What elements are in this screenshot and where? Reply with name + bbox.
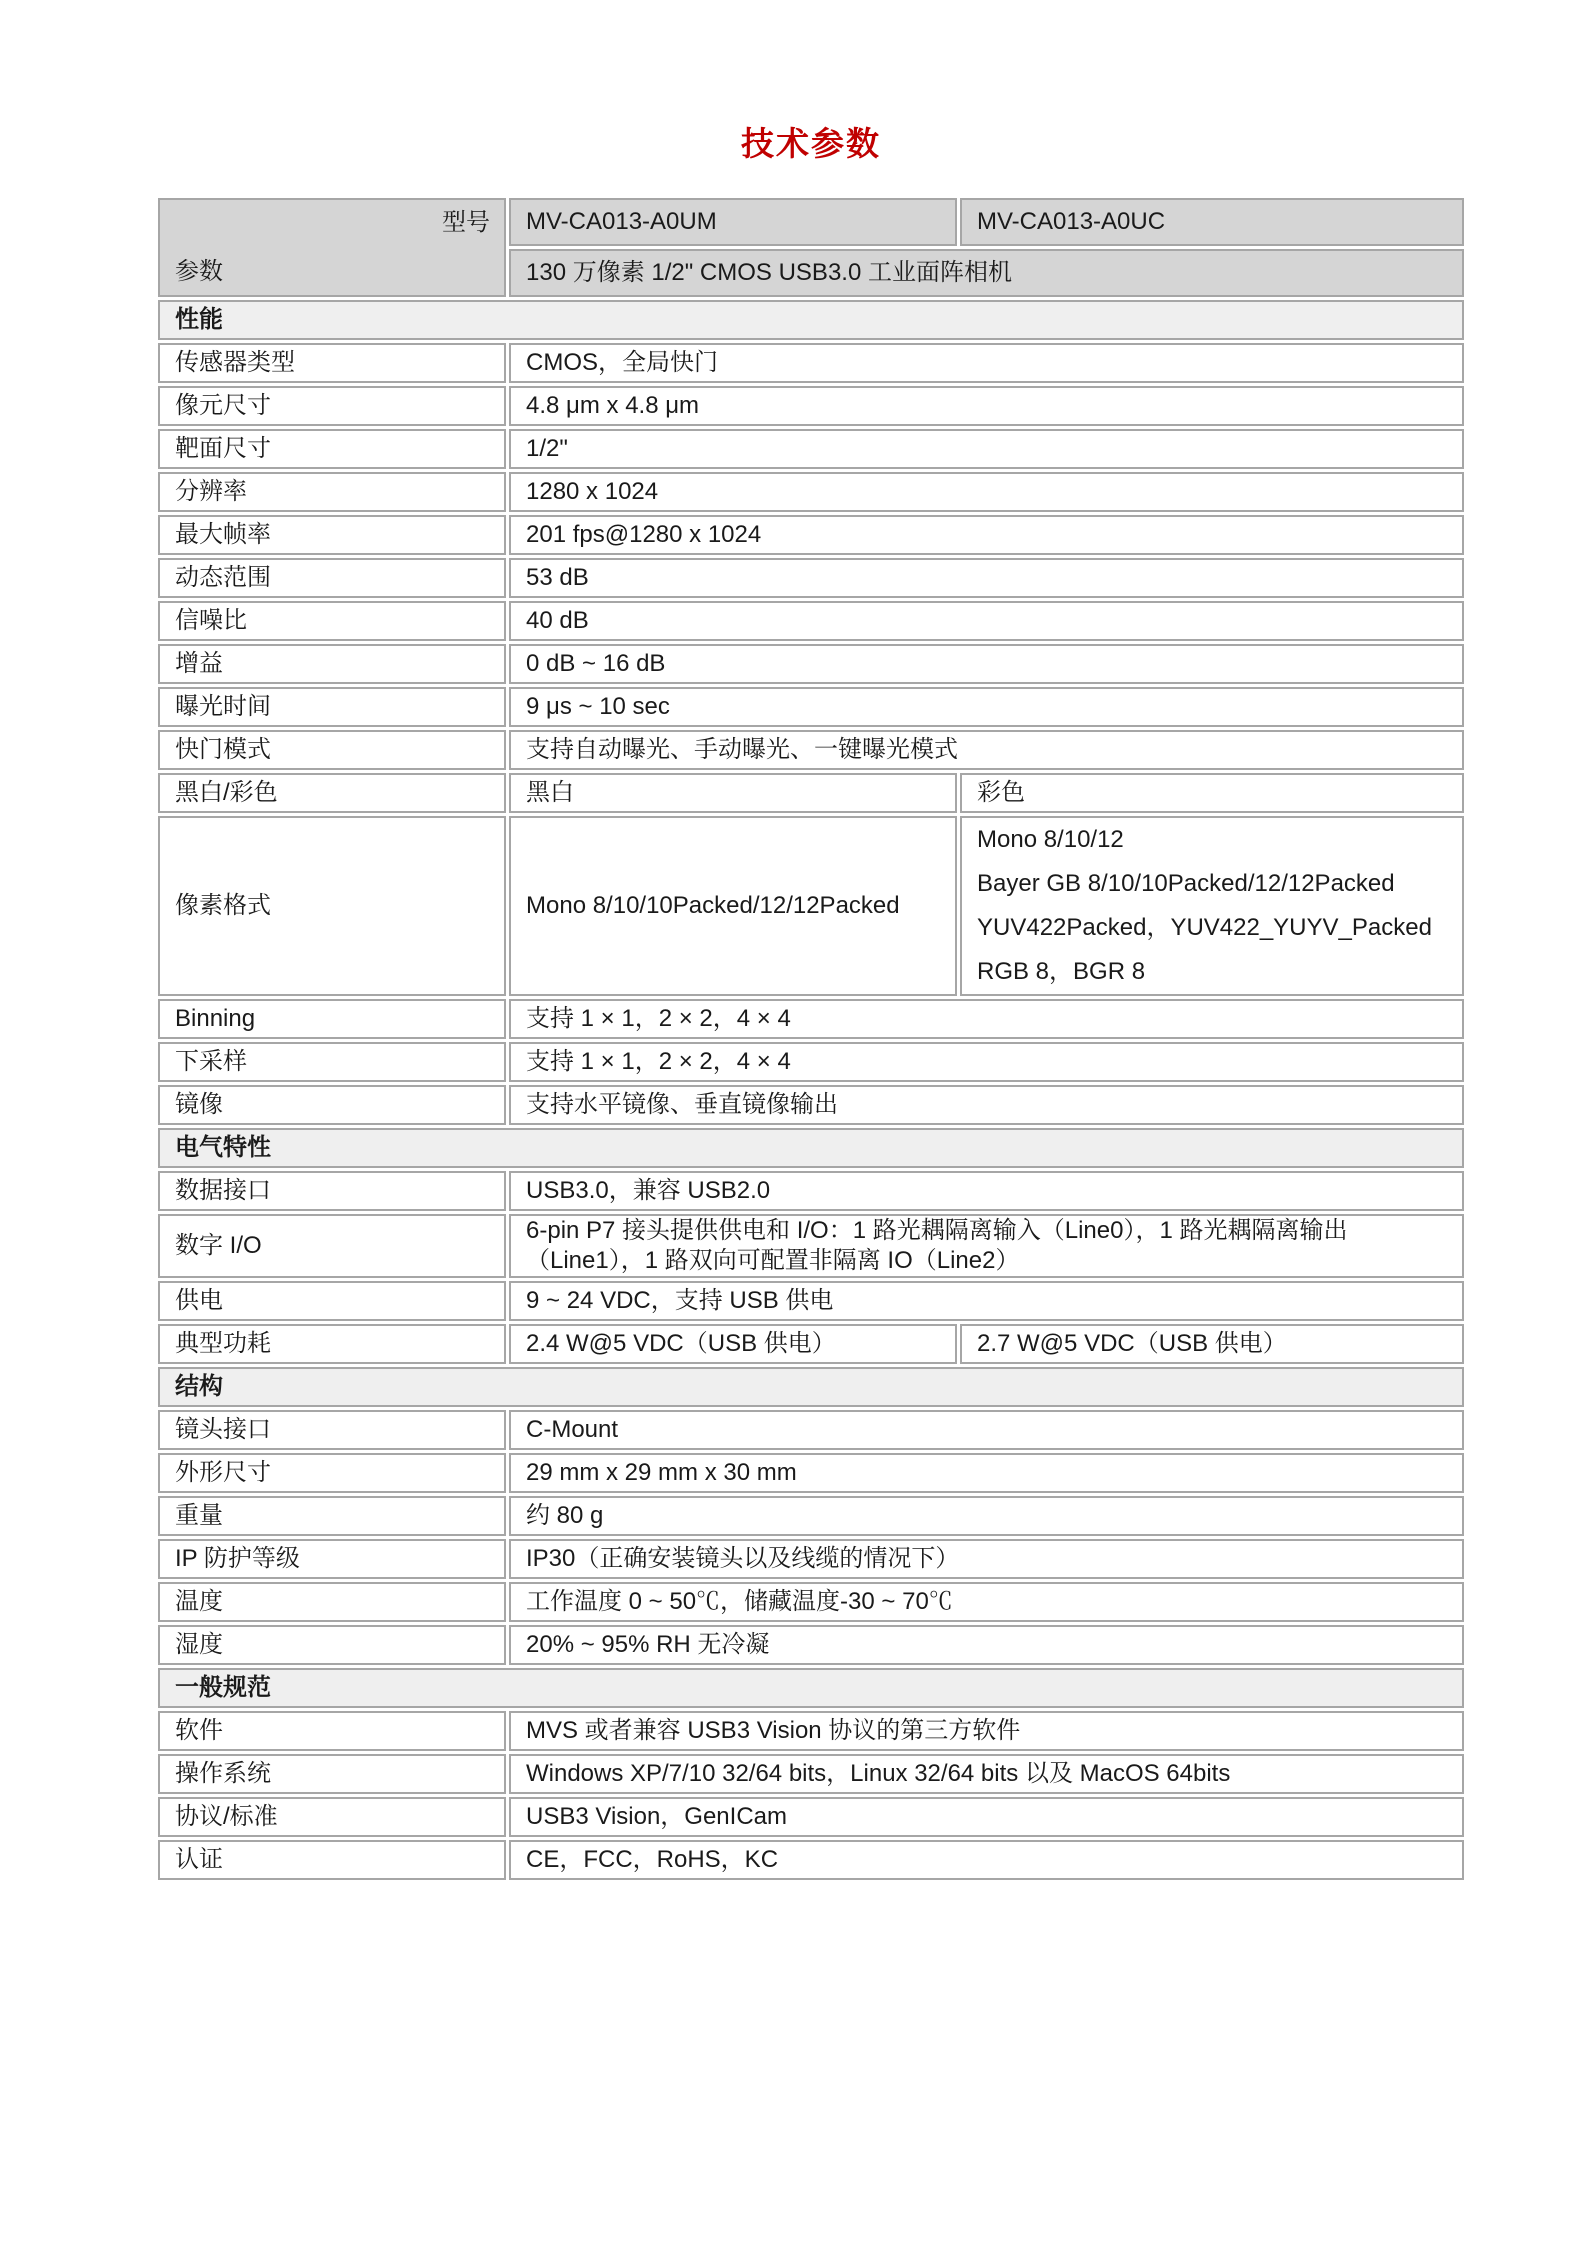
pixel-format-line: Mono 8/10/12	[977, 826, 1124, 853]
row-dynamic-range	[158, 558, 1464, 598]
cell-label: 湿度	[158, 1625, 506, 1665]
row-power-consumption	[158, 1324, 1464, 1364]
cell-value: 20% ~ 95% RH 无冷凝	[509, 1625, 1464, 1665]
cell-value: 1280 x 1024	[509, 472, 1464, 512]
row-snr	[158, 601, 1464, 641]
row-sensor-type	[158, 343, 1464, 383]
cell-label: 下采样	[158, 1042, 506, 1082]
header-param-label: 参数	[175, 258, 223, 285]
cell-label: 软件	[158, 1711, 506, 1751]
cell-value-color	[960, 816, 1464, 996]
row-temperature	[158, 1582, 1464, 1622]
cell-value: 9 μs ~ 10 sec	[509, 687, 1464, 727]
page-title: 技术参数	[741, 125, 881, 162]
row-max-frame-rate	[158, 515, 1464, 555]
cell-label: 重量	[158, 1496, 506, 1536]
model-mono-cell: MV-CA013-A0UM	[509, 198, 957, 246]
row-sensor-format	[158, 429, 1464, 469]
cell-value: 201 fps@1280 x 1024	[509, 515, 1464, 555]
cell-label: 动态范围	[158, 558, 506, 598]
cell-value-mono: Mono 8/10/10Packed/12/12Packed	[509, 816, 957, 996]
row-software	[158, 1711, 1464, 1751]
cell-value: 支持 1 × 1，2 × 2，4 × 4	[509, 999, 1464, 1039]
spec-table	[155, 195, 1467, 1883]
cell-label: 分辨率	[158, 472, 506, 512]
cell-label: 镜头接口	[158, 1410, 506, 1450]
cell-value-color: 彩色	[960, 773, 1464, 813]
cell-label: 像素格式	[158, 816, 506, 996]
cell-value: CMOS，全局快门	[509, 343, 1464, 383]
cell-label: 信噪比	[158, 601, 506, 641]
cell-value: 工作温度 0 ~ 50℃，储藏温度-30 ~ 70℃	[509, 1582, 1464, 1622]
cell-label: 传感器类型	[158, 343, 506, 383]
row-data-interface	[158, 1171, 1464, 1211]
section-performance	[158, 300, 1464, 340]
model-color-cell: MV-CA013-A0UC	[960, 198, 1464, 246]
row-pixel-size	[158, 386, 1464, 426]
cell-label: 操作系统	[158, 1754, 506, 1794]
camera-description-cell: 130 万像素 1/2" CMOS USB3.0 工业面阵相机	[509, 249, 1464, 297]
row-gain	[158, 644, 1464, 684]
row-humidity	[158, 1625, 1464, 1665]
cell-label: 典型功耗	[158, 1324, 506, 1364]
row-mono-color	[158, 773, 1464, 813]
cell-label: Binning	[158, 999, 506, 1039]
cell-value-color: 2.7 W@5 VDC（USB 供电）	[960, 1324, 1464, 1364]
row-pixel-format	[158, 816, 1464, 996]
cell-label: 数据接口	[158, 1171, 506, 1211]
section-title: 一般规范	[158, 1668, 1464, 1708]
row-binning	[158, 999, 1464, 1039]
cell-value: CE，FCC，RoHS，KC	[509, 1840, 1464, 1880]
row-shutter-mode	[158, 730, 1464, 770]
cell-label: 认证	[158, 1840, 506, 1880]
cell-label: 协议/标准	[158, 1797, 506, 1837]
cell-value: 支持自动曝光、手动曝光、一键曝光模式	[509, 730, 1464, 770]
cell-value: C-Mount	[509, 1410, 1464, 1450]
pixel-format-line: Bayer GB 8/10/10Packed/12/12Packed	[977, 870, 1395, 897]
cell-value: 约 80 g	[509, 1496, 1464, 1536]
section-general	[158, 1668, 1464, 1708]
cell-value: 1/2"	[509, 429, 1464, 469]
cell-label: 黑白/彩色	[158, 773, 506, 813]
cell-label: 曝光时间	[158, 687, 506, 727]
cell-value: 40 dB	[509, 601, 1464, 641]
row-lens-mount	[158, 1410, 1464, 1450]
cell-label: 温度	[158, 1582, 506, 1622]
pixel-format-line: YUV422Packed，YUV422_YUYV_Packed	[977, 914, 1432, 941]
row-mirror	[158, 1085, 1464, 1125]
cell-value: USB3.0，兼容 USB2.0	[509, 1171, 1464, 1211]
cell-value: MVS 或者兼容 USB3 Vision 协议的第三方软件	[509, 1711, 1464, 1751]
cell-value: 支持水平镜像、垂直镜像输出	[509, 1085, 1464, 1125]
cell-label: 数字 I/O	[158, 1214, 506, 1278]
cell-label: 最大帧率	[158, 515, 506, 555]
cell-label: 外形尺寸	[158, 1453, 506, 1493]
cell-value: 支持 1 × 1，2 × 2，4 × 4	[509, 1042, 1464, 1082]
row-resolution	[158, 472, 1464, 512]
row-decimation	[158, 1042, 1464, 1082]
header-row-models	[158, 198, 1464, 246]
cell-value: 53 dB	[509, 558, 1464, 598]
row-protocol	[158, 1797, 1464, 1837]
cell-label: 增益	[158, 644, 506, 684]
cell-value-mono: 黑白	[509, 773, 957, 813]
cell-label: 像元尺寸	[158, 386, 506, 426]
section-title: 电气特性	[158, 1128, 1464, 1168]
cell-value: USB3 Vision，GenICam	[509, 1797, 1464, 1837]
row-exposure-time	[158, 687, 1464, 727]
cell-value: 9 ~ 24 VDC，支持 USB 供电	[509, 1281, 1464, 1321]
row-power-supply	[158, 1281, 1464, 1321]
section-mechanical	[158, 1367, 1464, 1407]
cell-value: 6-pin P7 接头提供供电和 I/O：1 路光耦隔离输入（Line0），1 路光耦隔离输出（Line1），1 路双向可配置非隔离 IO（Line2）	[509, 1214, 1464, 1278]
cell-value: 4.8 μm x 4.8 μm	[509, 386, 1464, 426]
cell-value: 0 dB ~ 16 dB	[509, 644, 1464, 684]
cell-label: 镜像	[158, 1085, 506, 1125]
section-electrical	[158, 1128, 1464, 1168]
cell-label: IP 防护等级	[158, 1539, 506, 1579]
row-os	[158, 1754, 1464, 1794]
cell-value: Windows XP/7/10 32/64 bits，Linux 32/64 bits 以及 MacOS 64bits	[509, 1754, 1464, 1794]
row-certification	[158, 1840, 1464, 1880]
row-digital-io	[158, 1214, 1464, 1278]
cell-value: 29 mm x 29 mm x 30 mm	[509, 1453, 1464, 1493]
row-weight	[158, 1496, 1464, 1536]
row-ip-rating	[158, 1539, 1464, 1579]
row-dimensions	[158, 1453, 1464, 1493]
pixel-format-line: RGB 8，BGR 8	[977, 958, 1146, 985]
cell-value-mono: 2.4 W@5 VDC（USB 供电）	[509, 1324, 957, 1364]
cell-label: 供电	[158, 1281, 506, 1321]
cell-label: 靶面尺寸	[158, 429, 506, 469]
header-model-label: 型号	[442, 209, 490, 236]
cell-value: IP30（正确安装镜头以及线缆的情况下）	[509, 1539, 1464, 1579]
section-title: 结构	[158, 1367, 1464, 1407]
diagonal-header-cell	[158, 198, 506, 297]
cell-label: 快门模式	[158, 730, 506, 770]
section-title: 性能	[158, 300, 1464, 340]
